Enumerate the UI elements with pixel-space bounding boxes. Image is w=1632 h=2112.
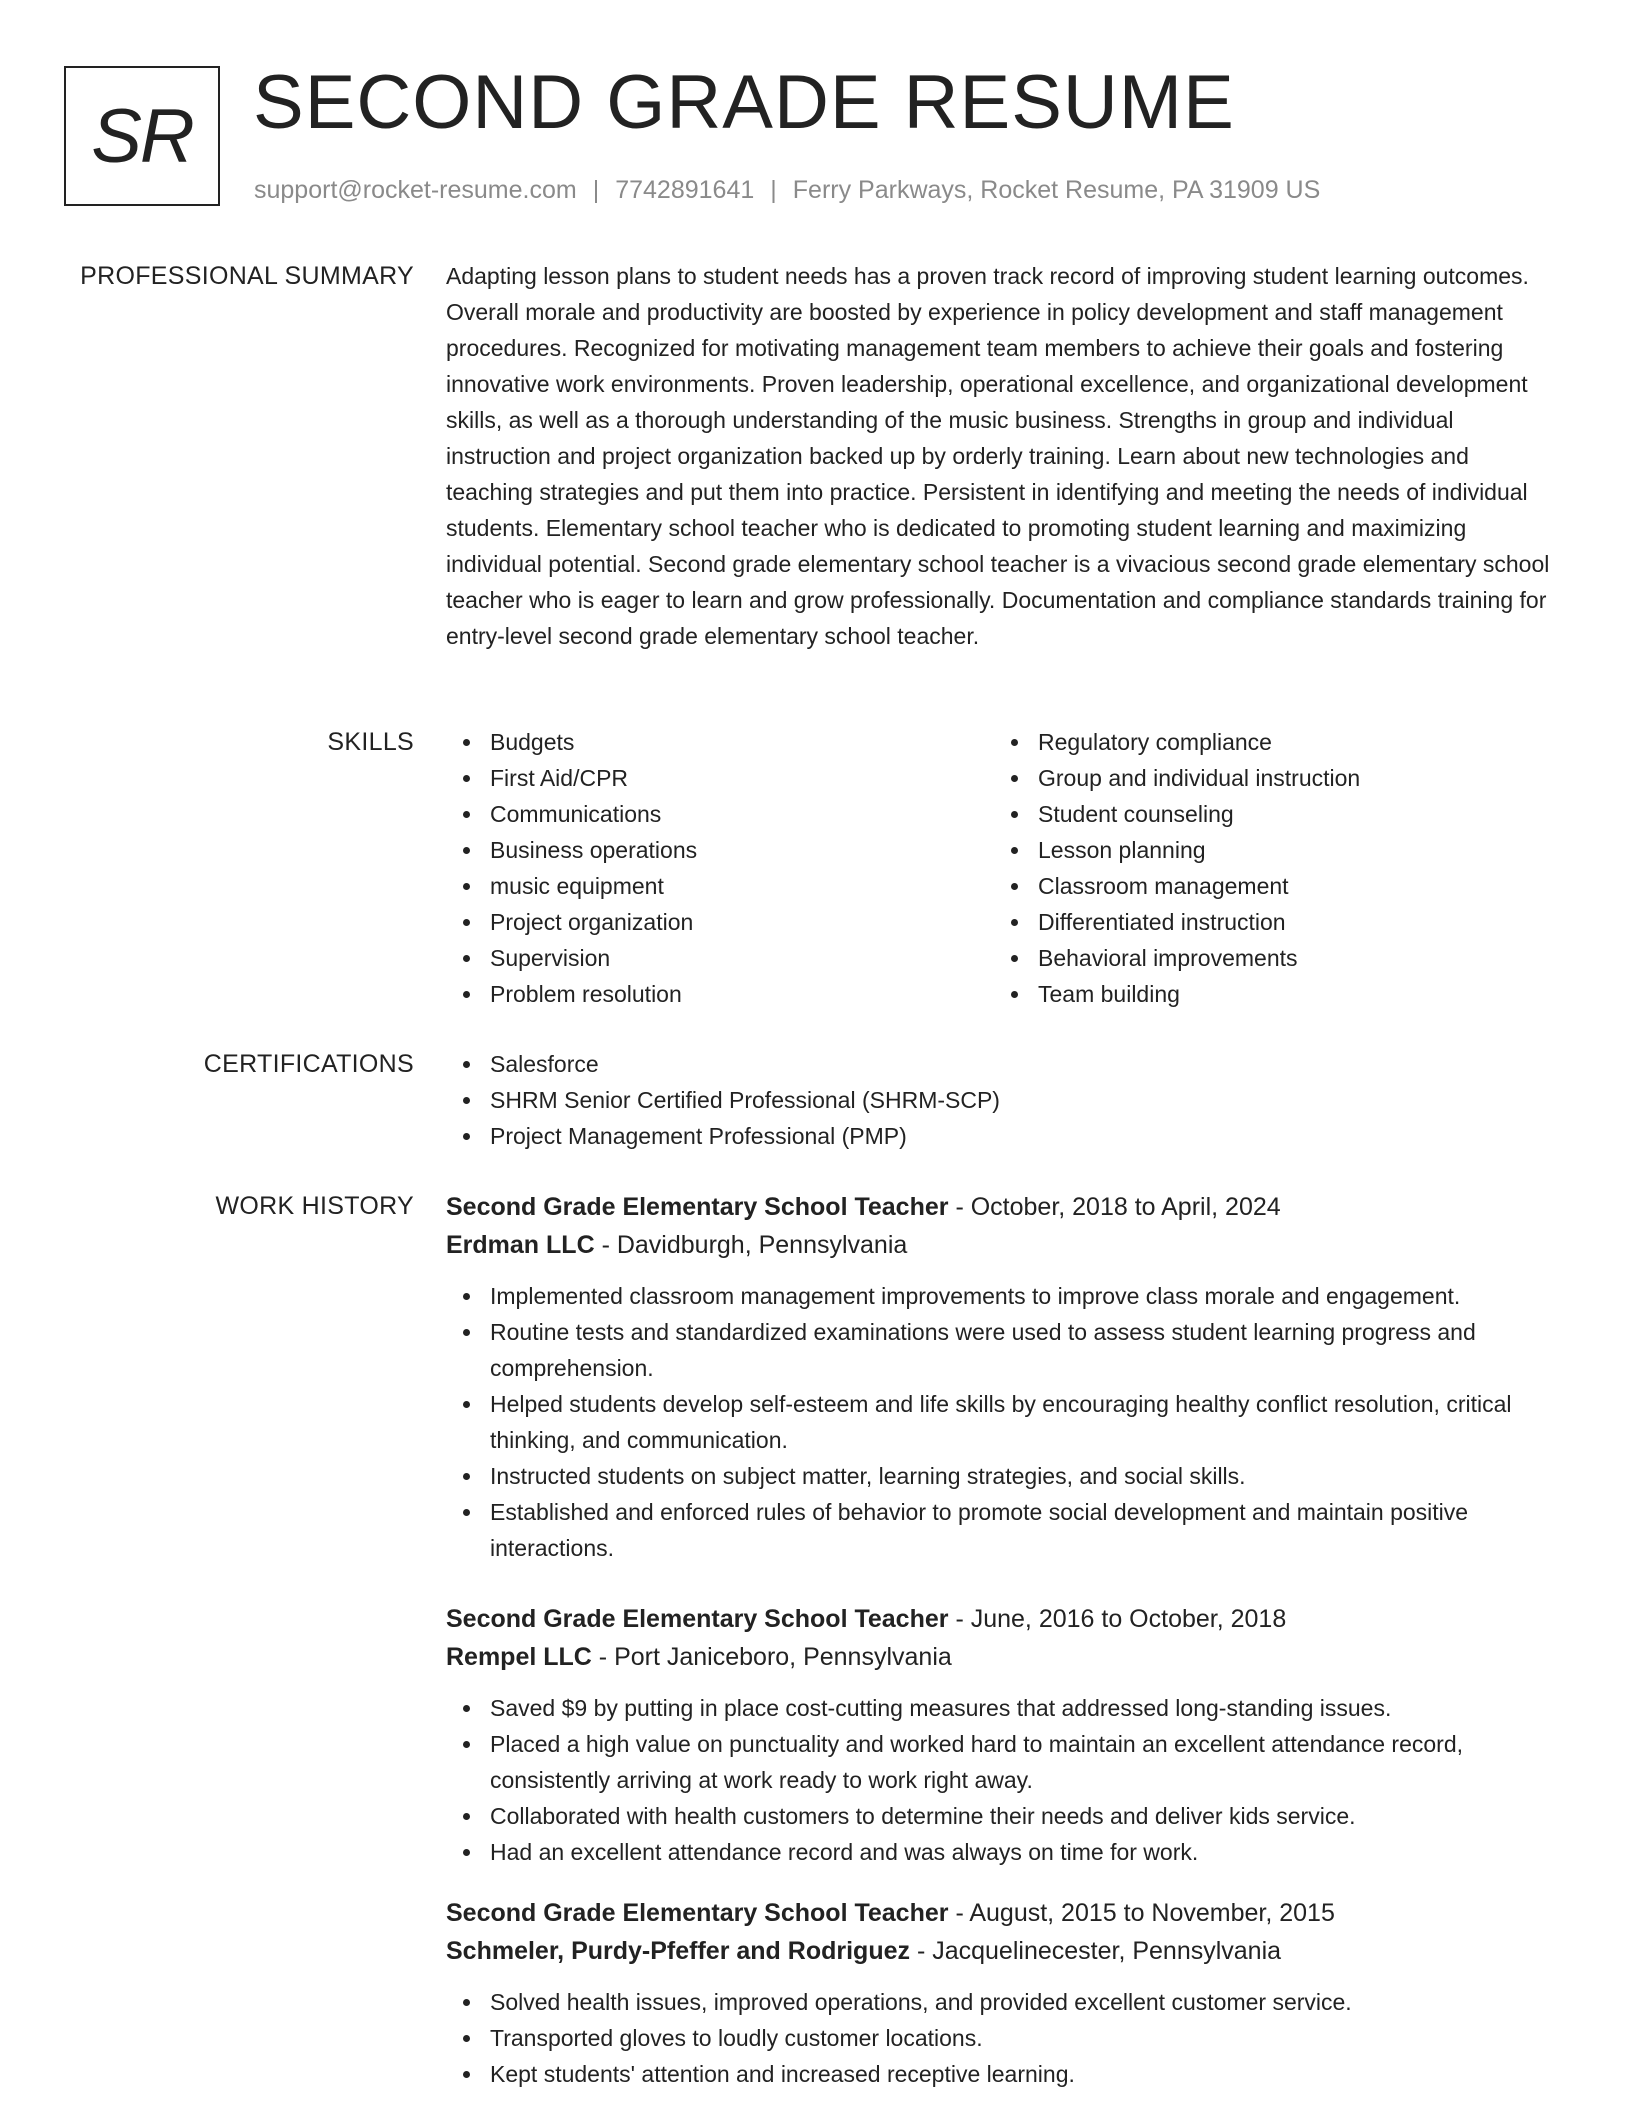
- contact-phone: 7742891641: [615, 176, 755, 204]
- contact-separator: |: [592, 176, 600, 204]
- job-bullets: [446, 1984, 1561, 2092]
- job-bullet: Instructed students on subject matter, learning strategies, and social skills.: [446, 1458, 1561, 1494]
- job-bullet: Established and enforced rules of behavior to promote social development and maintain positive interactions.: [446, 1494, 1561, 1566]
- contact-address: Ferry Parkways, Rocket Resume, PA 31909 US: [792, 176, 1321, 204]
- certifications-list: [446, 1046, 1561, 1154]
- job-title: Second Grade Elementary School Teacher: [446, 1605, 949, 1633]
- page-title: SECOND GRADE RESUME: [253, 60, 1235, 145]
- skill-item: Budgets: [446, 724, 994, 760]
- job-bullet: Had an excellent attendance record and was always on time for work.: [446, 1834, 1561, 1870]
- skill-item: Group and individual instruction: [994, 760, 1542, 796]
- certification-item: SHRM Senior Certified Professional (SHRM-SCP): [446, 1082, 1561, 1118]
- job-company: Schmeler, Purdy-Pfeffer and Rodriguez: [446, 1937, 910, 1965]
- skill-item: Classroom management: [994, 868, 1542, 904]
- job-dates: - June, 2016 to October, 2018: [948, 1605, 1287, 1633]
- job-title-line: [446, 1600, 1561, 1638]
- job-entry: [446, 1894, 1561, 2092]
- skill-item: Differentiated instruction: [994, 904, 1542, 940]
- job-bullet: Transported gloves to loudly customer locations.: [446, 2020, 1561, 2056]
- job-company: Rempel LLC: [446, 1643, 592, 1671]
- job-bullet: Helped students develop self-esteem and life skills by encouraging healthy conflict resolution, critical thinking, and communication.: [446, 1386, 1561, 1458]
- job-bullet: Implemented classroom management improvements to improve class morale and engagement.: [446, 1278, 1561, 1314]
- skill-item: Project organization: [446, 904, 994, 940]
- job-company-line: [446, 1226, 1561, 1264]
- skill-item: Lesson planning: [994, 832, 1542, 868]
- job-bullets: [446, 1690, 1561, 1870]
- initials: SR: [91, 93, 193, 179]
- job-entry: [446, 1600, 1561, 1870]
- skill-item: Communications: [446, 796, 994, 832]
- skill-item: Behavioral improvements: [994, 940, 1542, 976]
- skill-item: Business operations: [446, 832, 994, 868]
- job-company-line: [446, 1638, 1561, 1676]
- job-location: - Port Janiceboro, Pennsylvania: [591, 1643, 952, 1671]
- skill-item: music equipment: [446, 868, 994, 904]
- skill-item: Regulatory compliance: [994, 724, 1542, 760]
- contact-email: support@rocket-resume.com: [254, 176, 577, 204]
- job-bullet: Collaborated with health customers to determine their needs and deliver kids service.: [446, 1798, 1561, 1834]
- certifications-heading: CERTIFICATIONS: [203, 1050, 414, 1078]
- skills-list-right: [994, 724, 1542, 1012]
- skill-item: Team building: [994, 976, 1542, 1012]
- job-title-line: [446, 1188, 1561, 1226]
- job-dates: - October, 2018 to April, 2024: [948, 1193, 1281, 1221]
- certification-item: Salesforce: [446, 1046, 1561, 1082]
- summary-heading: PROFESSIONAL SUMMARY: [80, 262, 414, 290]
- job-bullet: Saved $9 by putting in place cost-cutting measures that addressed long-standing issues.: [446, 1690, 1561, 1726]
- job-title-line: [446, 1894, 1561, 1932]
- initials-monogram: [64, 66, 220, 206]
- job-bullet: Kept students' attention and increased receptive learning.: [446, 2056, 1561, 2092]
- job-location: - Davidburgh, Pennsylvania: [594, 1231, 908, 1259]
- skill-item: Problem resolution: [446, 976, 994, 1012]
- skills-heading: SKILLS: [327, 728, 414, 756]
- job-bullets: [446, 1278, 1561, 1566]
- skill-item: Student counseling: [994, 796, 1542, 832]
- skill-item: First Aid/CPR: [446, 760, 994, 796]
- certification-item: Project Management Professional (PMP): [446, 1118, 1561, 1154]
- contact-separator: |: [770, 176, 777, 204]
- job-company: Erdman LLC: [446, 1231, 595, 1259]
- job-title: Second Grade Elementary School Teacher: [446, 1899, 949, 1927]
- job-bullet: Routine tests and standardized examinations were used to assess student learning progress and comprehension.: [446, 1314, 1561, 1386]
- job-dates: - August, 2015 to November, 2015: [948, 1899, 1335, 1927]
- work-history-heading: WORK HISTORY: [215, 1192, 414, 1220]
- job-company-line: [446, 1932, 1561, 1970]
- skills-list-left: [446, 724, 994, 1012]
- job-bullet: Solved health issues, improved operations, and provided excellent customer service.: [446, 1984, 1561, 2020]
- job-entry: [446, 1188, 1561, 1566]
- job-bullet: Placed a high value on punctuality and worked hard to maintain an excellent attendance record, consistently arriving at work ready to work right away.: [446, 1726, 1561, 1798]
- contact-line: [254, 172, 1320, 208]
- job-title: Second Grade Elementary School Teacher: [446, 1193, 949, 1221]
- skill-item: Supervision: [446, 940, 994, 976]
- summary-text: Adapting lesson plans to student needs has a proven track record of improving student learning outcomes. Overall morale and productivity are boosted by experience in policy development and staff management procedures. Recognized for motivating management team members to achieve their goals and fostering innovative work environments. Proven leadership, operational excellence, and organizational development skills, as well as a thorough understanding of the music business. Strengths in group and individual instruction and project organization backed up by orderly training. Learn about new technologies and teaching strategies and put them into practice. Persistent in identifying and meeting the needs of individual students. Elementary school teacher who is dedicated to promoting student learning and maximizing individual potential. Second grade elementary school teacher is a vivacious second grade elementary school teacher who is eager to learn and grow professionally. Documentation and compliance standards training for entry-level second grade elementary school teacher.: [446, 263, 1550, 649]
- job-location: - Jacquelinecester, Pennsylvania: [910, 1937, 1282, 1965]
